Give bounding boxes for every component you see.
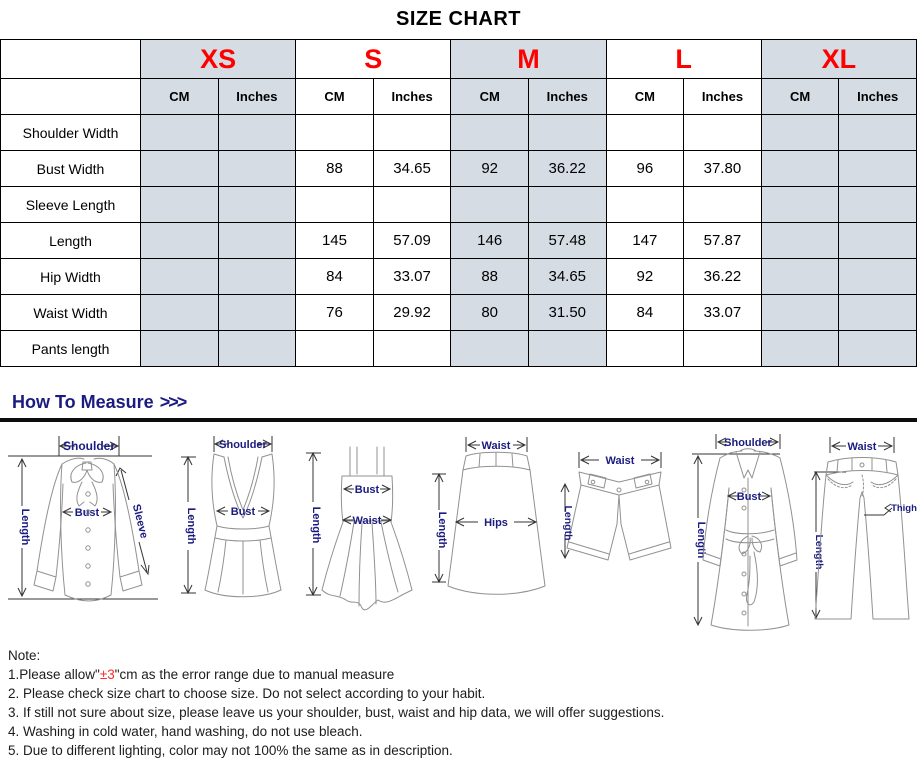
table-row [1,187,917,223]
table-row [1,223,917,259]
size-value-cell [684,115,762,151]
measure-label-shoulder: Shoulder [62,439,116,453]
size-value-cell [141,295,219,331]
skirt-illustration [430,432,556,632]
measure-label-length: Length [436,511,448,549]
dress-illustration [302,432,430,632]
measure-label-bust: Bust [736,491,762,503]
size-header-m: M [451,40,606,79]
unit-header-row [1,79,917,115]
measure-label-shoulder: Shoulder [219,439,267,451]
size-value-cell [218,151,296,187]
size-value-cell: 57.09 [373,223,451,259]
measure-illustrations [0,432,917,632]
size-value-cell [373,187,451,223]
page-title: SIZE CHART [396,8,521,30]
size-value-cell: 76 [296,295,374,331]
size-value-cell: 36.22 [684,259,762,295]
row-label: Hip Width [1,259,141,295]
shorts-illustration [557,432,682,632]
measure-label-length: Length [19,508,31,546]
table-row [1,151,917,187]
note-line: 4. Washing in cold water, hand washing, do not use bleach. [8,724,363,739]
size-value-cell: 147 [606,223,684,259]
unit-header: Inches [528,79,606,115]
size-value-cell: 57.87 [684,223,762,259]
pants-illustration [806,432,916,632]
measure-label-length: Length [310,506,322,544]
table-row [1,115,917,151]
size-value-cell [839,187,917,223]
size-table-body [1,115,917,367]
tank-top-illustration [176,432,301,632]
size-header-xs: XS [141,40,296,79]
unit-header: CM [141,79,219,115]
unit-header: CM [606,79,684,115]
measure-label-length: Length [562,505,574,541]
size-value-cell [141,187,219,223]
notes-section [8,646,917,760]
size-value-cell: 33.07 [684,295,762,331]
size-value-cell: 84 [296,259,374,295]
measure-label-waist: Waist [481,440,511,452]
table-row [1,331,917,367]
size-value-cell [761,151,839,187]
row-label: Shoulder Width [1,115,141,151]
size-chart-table [0,39,917,367]
size-value-cell [296,187,374,223]
measure-label-length: Length [695,521,707,559]
size-value-cell [839,151,917,187]
unit-header: CM [451,79,529,115]
measure-label-length: Length [185,507,197,545]
size-value-cell [218,223,296,259]
measure-label-waist: Waist [352,515,382,527]
size-value-cell [839,259,917,295]
size-value-cell: 88 [296,151,374,187]
size-value-cell [606,115,684,151]
size-value-cell [296,331,374,367]
size-value-cell [296,115,374,151]
measure-label-bust: Bust [74,507,100,519]
size-value-cell [218,295,296,331]
size-value-cell: 29.92 [373,295,451,331]
size-value-cell: 31.50 [528,295,606,331]
size-value-cell: 92 [451,151,529,187]
size-value-cell: 145 [296,223,374,259]
coat-illustration [684,432,806,632]
size-value-cell [218,187,296,223]
measure-label-bust: Bust [354,484,380,496]
size-value-cell [839,331,917,367]
notes-heading: Note: [8,648,41,663]
size-value-cell: 88 [451,259,529,295]
size-value-cell: 37.80 [684,151,762,187]
size-value-cell: 57.48 [528,223,606,259]
note-highlight: ±3 [99,667,115,682]
size-value-cell [761,223,839,259]
blouse-illustration [2,432,172,632]
measure-label-hips: Hips [484,517,508,529]
size-value-cell [451,115,529,151]
size-header-row [1,40,917,79]
corner-cell [1,40,141,79]
row-label: Bust Width [1,151,141,187]
measure-label-waist: Waist [605,455,635,467]
measure-label-shoulder: Shoulder [724,437,772,449]
size-value-cell: 92 [606,259,684,295]
size-value-cell: 84 [606,295,684,331]
row-label: Length [1,223,141,259]
row-label: Pants length [1,331,141,367]
size-value-cell [373,331,451,367]
measure-label-thigh: Thigh [891,503,917,514]
size-value-cell [839,115,917,151]
size-value-cell [606,331,684,367]
measure-label-sleeve: Sleeve [129,502,150,540]
row-label: Waist Width [1,295,141,331]
unit-header: Inches [684,79,762,115]
size-value-cell [451,331,529,367]
unit-header: CM [761,79,839,115]
size-value-cell [684,187,762,223]
size-value-cell [141,115,219,151]
size-value-cell [761,187,839,223]
size-value-cell: 36.22 [528,151,606,187]
size-value-cell [141,331,219,367]
how-to-measure-text: How To Measure [12,392,154,412]
size-header-s: S [296,40,451,79]
size-value-cell [761,115,839,151]
note-line: 5. Due to different lighting, color may not 100% the same as in description. [8,743,453,758]
note-line: 3. If still not sure about size, please leave us your shoulder, bust, waist and hip data, we will offer suggestions. [8,705,665,720]
size-value-cell: 33.07 [373,259,451,295]
size-value-cell [684,331,762,367]
size-header-l: L [606,40,761,79]
corner-cell [1,79,141,115]
note-line-1: 1.Please allow"±3"cm as the error range due to manual measure [8,667,395,682]
unit-header: Inches [839,79,917,115]
measure-label-length: Length [813,534,825,570]
measure-label-waist: Waist [847,441,877,453]
how-to-measure-heading [12,392,917,413]
size-value-cell [218,331,296,367]
size-value-cell [839,223,917,259]
size-value-cell [761,331,839,367]
unit-header: CM [296,79,374,115]
size-value-cell [528,331,606,367]
size-value-cell [528,115,606,151]
size-value-cell [141,223,219,259]
size-value-cell [141,151,219,187]
size-value-cell [451,187,529,223]
size-value-cell [761,259,839,295]
size-value-cell [606,187,684,223]
measure-label-bust: Bust [230,506,256,518]
size-value-cell: 34.65 [528,259,606,295]
table-row [1,295,917,331]
size-value-cell [218,115,296,151]
size-value-cell [218,259,296,295]
size-value-cell [373,115,451,151]
size-value-cell [839,295,917,331]
unit-header: Inches [218,79,296,115]
size-value-cell [141,259,219,295]
divider-line [0,418,917,422]
size-value-cell: 34.65 [373,151,451,187]
unit-header: Inches [373,79,451,115]
size-value-cell [761,295,839,331]
size-value-cell: 80 [451,295,529,331]
size-header-xl: XL [761,40,916,79]
size-value-cell: 146 [451,223,529,259]
table-row [1,259,917,295]
size-value-cell [528,187,606,223]
row-label: Sleeve Length [1,187,141,223]
chevrons-icon: >>> [159,392,186,412]
note-line: 2. Please check size chart to choose size. Do not select according to your habit. [8,686,486,701]
size-value-cell: 96 [606,151,684,187]
